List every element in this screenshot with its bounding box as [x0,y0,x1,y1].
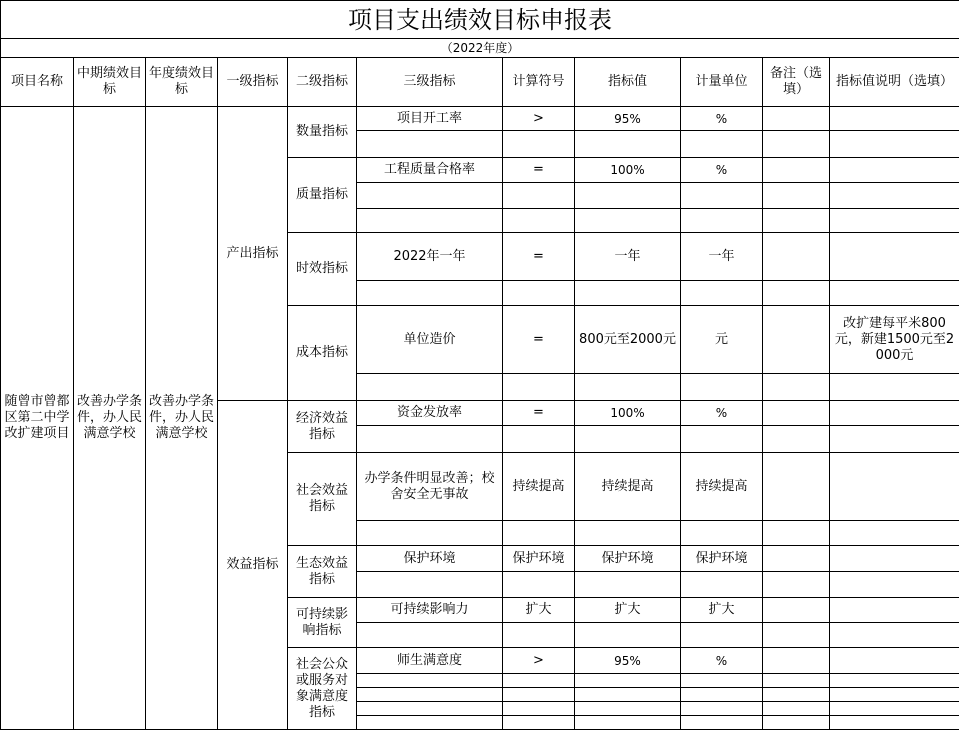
blank-cell [575,426,681,453]
blank-cell [681,702,763,716]
blank-cell [830,572,959,598]
symbol-quality: = [503,158,575,183]
blank-cell [830,183,959,209]
blank-cell [503,521,575,546]
blank-cell [503,623,575,648]
blank-cell [681,209,763,233]
blank-cell [575,572,681,598]
blank-cell [575,623,681,648]
blank-cell [681,374,763,401]
mid-goal-cell: 改善办学条件，办人民满意学校 [74,107,146,730]
blank-cell [575,281,681,306]
value-satisfaction: 95% [575,648,681,674]
blank-cell [357,716,503,730]
value-quantity: 95% [575,107,681,131]
level2-ecological: 生态效益指标 [288,546,357,598]
value-sustainable: 扩大 [575,598,681,623]
level2-social: 社会效益指标 [288,453,357,546]
header-value-desc: 指标值说明（选填） [830,58,959,107]
level3-sustainable: 可持续影响力 [357,598,503,623]
value-desc-cost: 改扩建每平米800元，新建1500元至2000元 [830,306,959,374]
value-desc-cell [830,598,959,623]
unit-quality: % [681,158,763,183]
blank-cell [763,426,830,453]
header-remark: 备注（选填） [763,58,830,107]
unit-ecological: 保护环境 [681,546,763,572]
level3-quantity: 项目开工率 [357,107,503,131]
year-label: （2022年度） [1,39,959,58]
unit-economic: % [681,401,763,426]
blank-cell [763,281,830,306]
blank-cell [575,674,681,688]
blank-cell [503,131,575,158]
value-ecological: 保护环境 [575,546,681,572]
header-unit: 计量单位 [681,58,763,107]
blank-cell [357,674,503,688]
page-title: 项目支出绩效目标申报表 [1,1,959,39]
symbol-satisfaction: > [503,648,575,674]
blank-cell [503,209,575,233]
unit-satisfaction: % [681,648,763,674]
value-timeliness: 一年 [575,233,681,281]
project-name-cell: 随曾市曾都区第二中学改扩建项目 [1,107,74,730]
header-level3: 三级指标 [357,58,503,107]
blank-cell [357,521,503,546]
level2-timeliness: 时效指标 [288,233,357,306]
value-desc-cell [830,158,959,183]
blank-cell [575,209,681,233]
blank-cell [503,426,575,453]
blank-cell [503,716,575,730]
symbol-social: 持续提高 [503,453,575,521]
blank-cell [681,426,763,453]
level3-timeliness: 2022年一年 [357,233,503,281]
symbol-ecological: 保护环境 [503,546,575,572]
value-desc-cell [830,546,959,572]
blank-cell [503,374,575,401]
blank-cell [763,521,830,546]
blank-cell [503,674,575,688]
level2-cost: 成本指标 [288,306,357,401]
blank-cell [763,716,830,730]
header-level2: 二级指标 [288,58,357,107]
blank-cell [575,521,681,546]
blank-cell [830,674,959,688]
annual-goal-cell: 改善办学条件，办人民满意学校 [146,107,218,730]
level2-economic: 经济效益指标 [288,401,357,453]
blank-cell [357,572,503,598]
blank-cell [830,209,959,233]
blank-cell [763,209,830,233]
blank-cell [763,131,830,158]
blank-cell [357,374,503,401]
blank-cell [575,131,681,158]
blank-cell [830,426,959,453]
value-desc-cell [830,401,959,426]
value-desc-cell [830,233,959,281]
blank-cell [681,674,763,688]
blank-cell [357,426,503,453]
blank-cell [503,572,575,598]
unit-timeliness: 一年 [681,233,763,281]
blank-cell [830,688,959,702]
symbol-timeliness: = [503,233,575,281]
value-cost: 800元至2000元 [575,306,681,374]
blank-cell [681,688,763,702]
level1-output: 产出指标 [218,107,288,401]
unit-social: 持续提高 [681,453,763,521]
blank-cell [830,623,959,648]
symbol-economic: = [503,401,575,426]
value-desc-cell [830,648,959,674]
header-mid-goal: 中期绩效目标 [74,58,146,107]
blank-cell [681,623,763,648]
level3-ecological: 保护环境 [357,546,503,572]
blank-cell [681,521,763,546]
remark-cell [763,598,830,623]
blank-cell [830,716,959,730]
unit-sustainable: 扩大 [681,598,763,623]
blank-cell [503,183,575,209]
blank-cell [681,281,763,306]
blank-cell [830,131,959,158]
blank-cell [357,209,503,233]
unit-cost: 元 [681,306,763,374]
blank-cell [763,702,830,716]
level2-quantity: 数量指标 [288,107,357,158]
remark-cell [763,546,830,572]
blank-cell [763,572,830,598]
blank-cell [830,281,959,306]
remark-cell [763,233,830,281]
blank-cell [681,716,763,730]
level1-benefit: 效益指标 [218,401,288,730]
level3-cost: 单位造价 [357,306,503,374]
blank-cell [763,183,830,209]
blank-cell [681,131,763,158]
value-desc-cell [830,107,959,131]
blank-cell [830,374,959,401]
level2-satisfaction: 社会公众或服务对象满意度指标 [288,648,357,730]
symbol-cost: = [503,306,575,374]
level3-economic: 资金发放率 [357,401,503,426]
level2-quality: 质量指标 [288,158,357,233]
blank-cell [575,716,681,730]
blank-cell [503,688,575,702]
value-desc-cell [830,453,959,521]
blank-cell [830,702,959,716]
blank-cell [681,183,763,209]
value-quality: 100% [575,158,681,183]
value-economic: 100% [575,401,681,426]
header-project-name: 项目名称 [1,58,74,107]
symbol-sustainable: 扩大 [503,598,575,623]
level3-quality: 工程质量合格率 [357,158,503,183]
remark-cell [763,306,830,374]
blank-cell [575,688,681,702]
remark-cell [763,453,830,521]
remark-cell [763,401,830,426]
blank-cell [357,688,503,702]
blank-cell [763,374,830,401]
blank-cell [357,623,503,648]
blank-cell [763,688,830,702]
blank-cell [357,131,503,158]
header-value: 指标值 [575,58,681,107]
remark-cell [763,648,830,674]
blank-cell [503,702,575,716]
unit-quantity: % [681,107,763,131]
header-annual-goal: 年度绩效目标 [146,58,218,107]
level3-satisfaction: 师生满意度 [357,648,503,674]
blank-cell [357,183,503,209]
level2-sustainable: 可持续影响指标 [288,598,357,648]
header-symbol: 计算符号 [503,58,575,107]
header-level1: 一级指标 [218,58,288,107]
blank-cell [575,183,681,209]
blank-cell [830,521,959,546]
blank-cell [763,623,830,648]
blank-cell [357,281,503,306]
remark-cell [763,158,830,183]
blank-cell [357,702,503,716]
symbol-quantity: > [503,107,575,131]
blank-cell [575,374,681,401]
blank-cell [575,702,681,716]
blank-cell [763,674,830,688]
level3-social: 办学条件明显改善；校舍安全无事故 [357,453,503,521]
value-social: 持续提高 [575,453,681,521]
blank-cell [503,281,575,306]
blank-cell [681,572,763,598]
remark-cell [763,107,830,131]
